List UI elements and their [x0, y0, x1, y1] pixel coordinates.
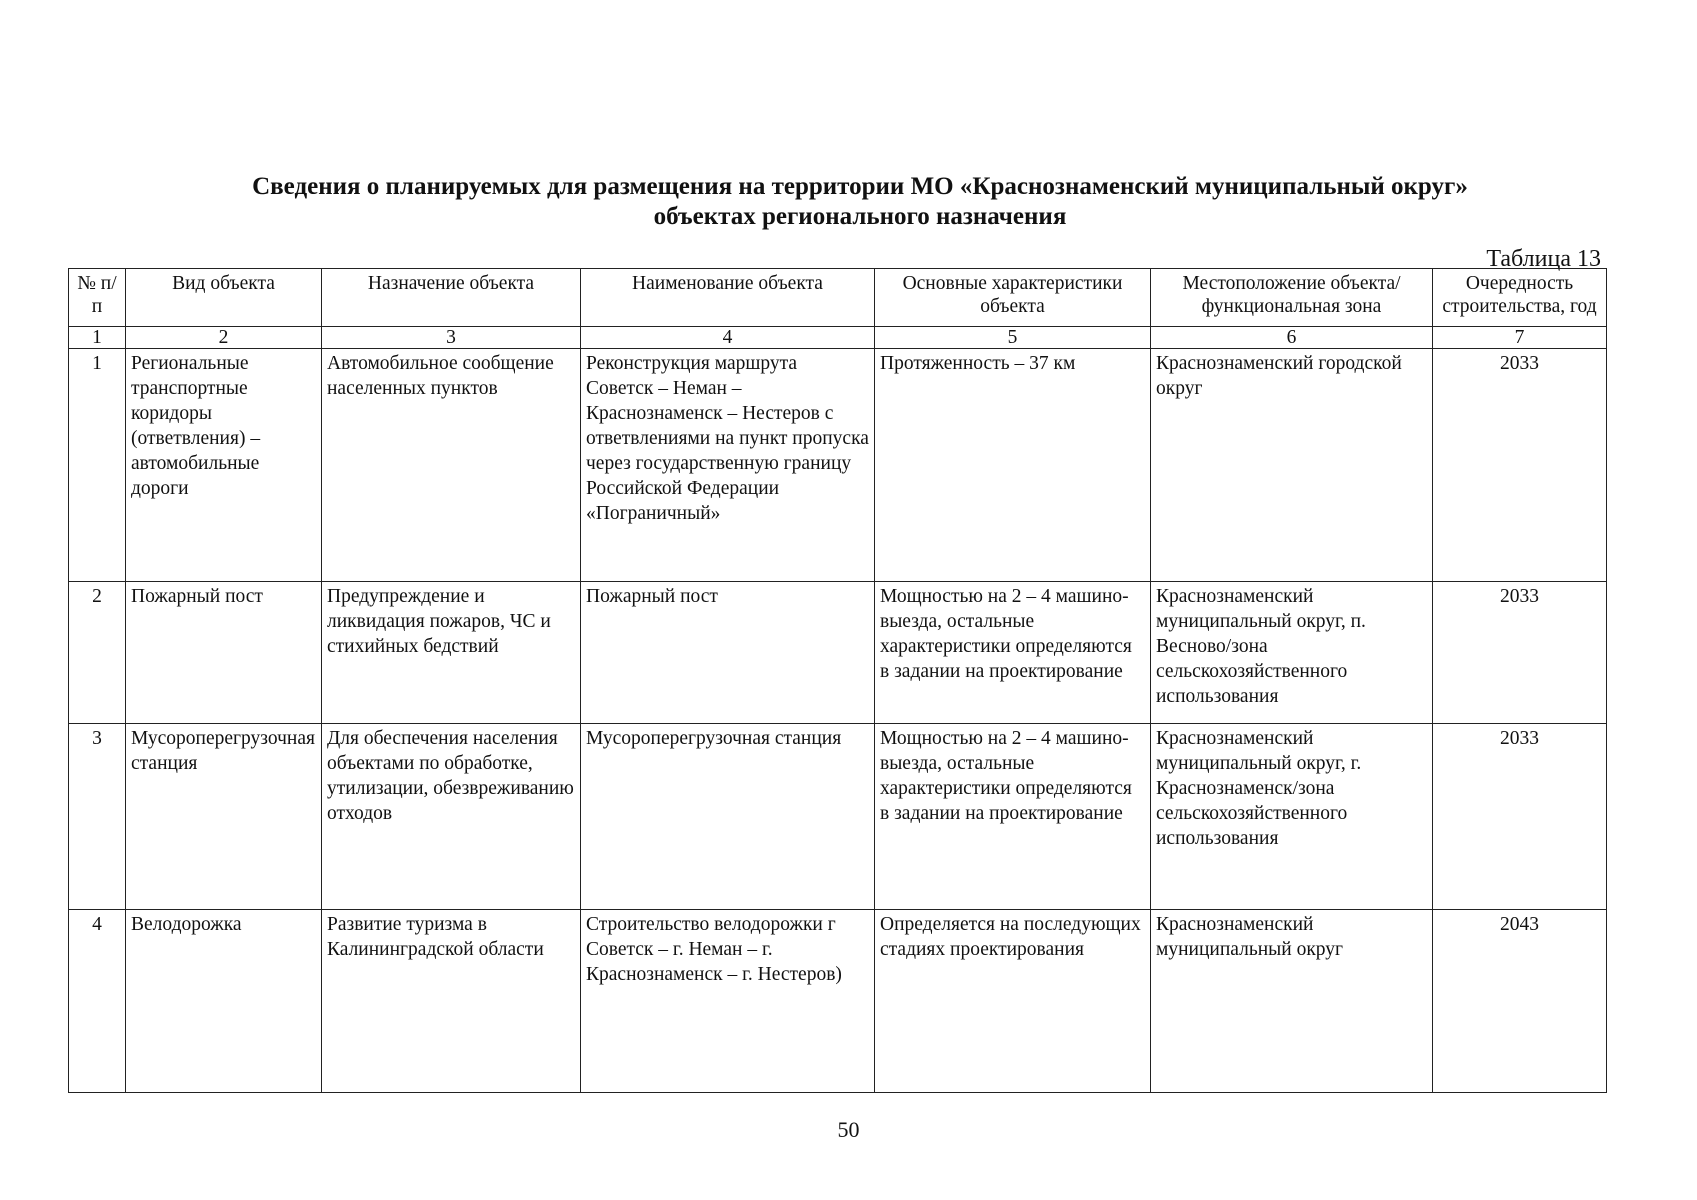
header-name: Наименование объекта [581, 269, 875, 327]
column-number: 7 [1433, 327, 1607, 349]
row-year: 2033 [1433, 349, 1607, 582]
row-purpose: Для обеспечения населения объектами по обработке, утилизации, обезвреживанию отходов [322, 724, 581, 910]
title-line-1: Сведения о планируемых для размещения на территории МО «Краснознаменский муниципальный округ» [252, 173, 1468, 200]
column-number: 5 [875, 327, 1151, 349]
row-characteristics: Мощностью на 2 – 4 машино-выезда, остальные характеристики определяются в задании на проектирование [875, 724, 1151, 910]
row-name: Мусороперегрузочная станция [581, 724, 875, 910]
row-kind: Мусороперегрузочная станция [126, 724, 322, 910]
row-kind: Велодорожка [126, 910, 322, 1093]
column-number: 6 [1151, 327, 1433, 349]
header-number: № п/п [69, 269, 126, 327]
row-name: Строительство велодорожки г Советск – г. Неман – г. Краснознаменск – г. Нестеров) [581, 910, 875, 1093]
column-number: 3 [322, 327, 581, 349]
row-year: 2043 [1433, 910, 1607, 1093]
row-purpose: Предупреждение и ликвидация пожаров, ЧС и стихийных бедствий [322, 582, 581, 724]
document-title [100, 172, 1620, 232]
header-location: Местоположение объекта/ функциональная зона [1151, 269, 1433, 327]
table-row [69, 910, 1607, 1093]
header-characteristics: Основные характеристики объекта [875, 269, 1151, 327]
row-number: 2 [69, 582, 126, 724]
row-number: 1 [69, 349, 126, 582]
regional-objects-table [68, 268, 1607, 1093]
row-location: Краснознаменский муниципальный округ [1151, 910, 1433, 1093]
title-line-2: объектах регионального назначения [653, 203, 1067, 230]
column-number: 4 [581, 327, 875, 349]
row-purpose: Автомобильное сообщение населенных пунктов [322, 349, 581, 582]
header-row [69, 269, 1607, 327]
row-purpose: Развитие туризма в Калининградской области [322, 910, 581, 1093]
row-name: Реконструкция маршрута Советск – Неман – Краснознаменск – Нестеров с ответвлениями на пункт пропуска через государственную границу Российской Федерации «Пограничный» [581, 349, 875, 582]
row-year: 2033 [1433, 582, 1607, 724]
header-purpose: Назначение объекта [322, 269, 581, 327]
row-location: Краснознаменский муниципальный округ, п. Весново/зона сельскохозяйственного использования [1151, 582, 1433, 724]
column-number-row [69, 327, 1607, 349]
table-row [69, 724, 1607, 910]
row-location: Краснознаменский городской округ [1151, 349, 1433, 582]
table-row [69, 582, 1607, 724]
header-kind: Вид объекта [126, 269, 322, 327]
row-characteristics: Определяется на последующих стадиях проектирования [875, 910, 1151, 1093]
row-characteristics: Мощностью на 2 – 4 машино-выезда, остальные характеристики определяются в задании на проектирование [875, 582, 1151, 724]
header-year: Очередность строительства, год [1433, 269, 1607, 327]
row-kind: Региональные транспортные коридоры (ответвления) – автомобильные дороги [126, 349, 322, 582]
row-year: 2033 [1433, 724, 1607, 910]
row-kind: Пожарный пост [126, 582, 322, 724]
column-number: 1 [69, 327, 126, 349]
page-number: 50 [837, 1117, 860, 1142]
column-number: 2 [126, 327, 322, 349]
row-location: Краснознаменский муниципальный округ, г. Краснознаменск/зона сельскохозяйственного использования [1151, 724, 1433, 910]
table-label: Таблица 13 [1486, 246, 1601, 272]
table-row [69, 349, 1607, 582]
row-number: 3 [69, 724, 126, 910]
row-characteristics: Протяженность – 37 км [875, 349, 1151, 582]
row-name: Пожарный пост [581, 582, 875, 724]
row-number: 4 [69, 910, 126, 1093]
